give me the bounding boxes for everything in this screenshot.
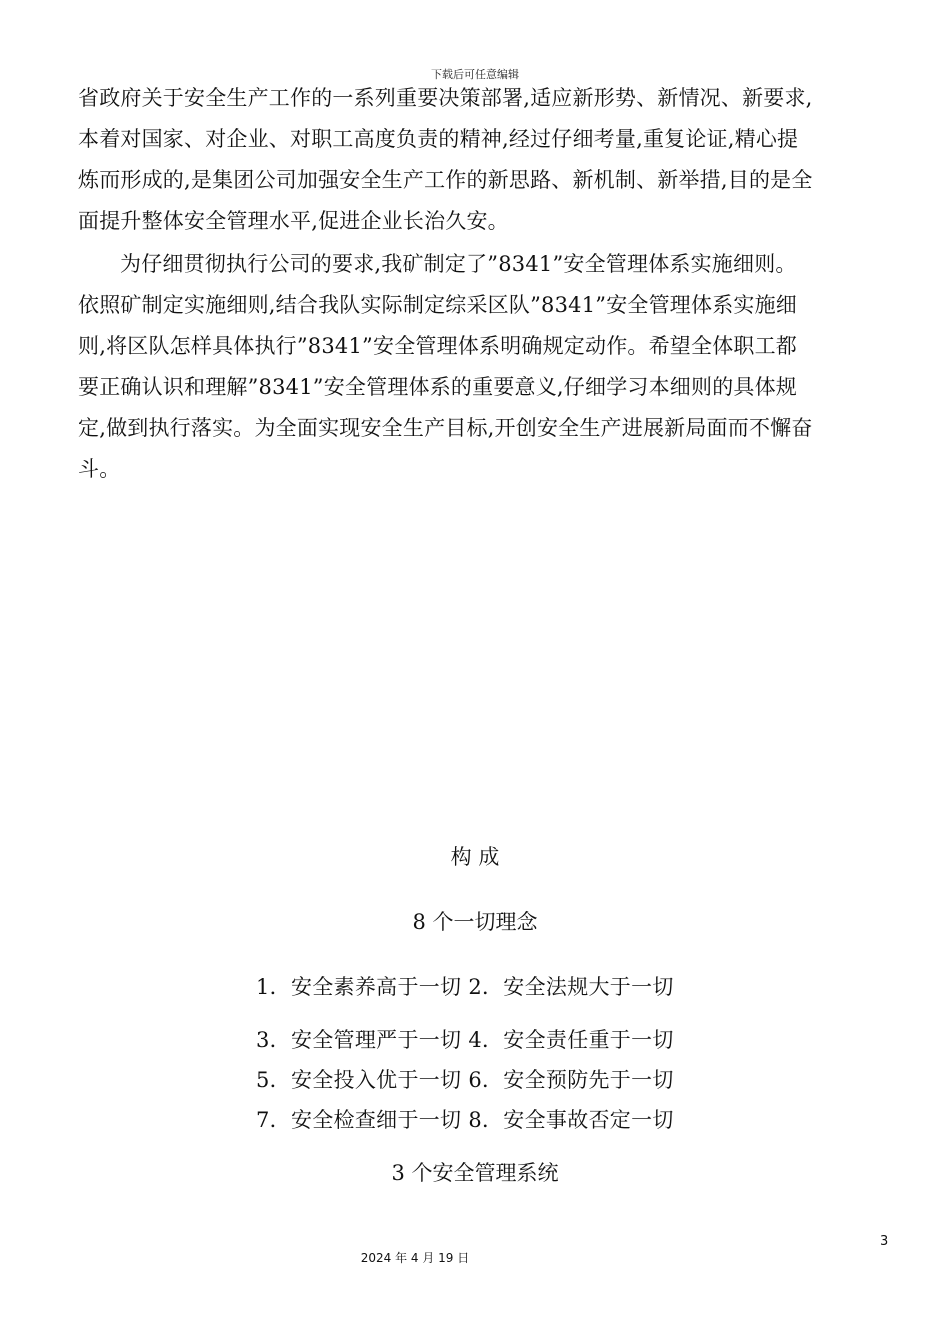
paragraph-line: 要正确认识和理解”8341”安全管理体系的重要意义,仔细学习本细则的具体规 bbox=[78, 375, 797, 399]
paragraph-line: 定,做到执行落实。为全面实现安全生产目标,开创安全生产进展新局面而不懈奋 bbox=[78, 416, 813, 440]
composition-title: 构 成 bbox=[450, 845, 500, 869]
principle-row: 3．安全管理严于一切 4．安全责任重于一切 bbox=[256, 1028, 674, 1052]
body-text bbox=[78, 78, 890, 490]
paragraph-line: 省政府关于安全生产工作的一系列重要决策部署,适应新形势、新情况、新要求, bbox=[78, 86, 813, 110]
principle-row: 7．安全检查细于一切 8．安全事故否定一切 bbox=[256, 1108, 674, 1132]
paragraph-line: 斗。 bbox=[78, 457, 121, 481]
paragraph-line: 炼而形成的,是集团公司加强安全生产工作的新思路、新机制、新举措,目的是全 bbox=[78, 168, 813, 192]
paragraph-line: 则,将区队怎样具体执行”8341”安全管理体系明确规定动作。希望全体职工都 bbox=[78, 334, 797, 358]
paragraph-1 bbox=[78, 78, 890, 242]
section-heading-systems: 3 个安全管理系统 bbox=[391, 1161, 559, 1185]
paragraph-line: 面提升整体安全管理水平,促进企业长治久安。 bbox=[78, 209, 509, 233]
paragraph-line: 本着对国家、对企业、对职工高度负责的精神,经过仔细考量,重复论证,精心提 bbox=[78, 127, 799, 151]
section-heading-ideas: 8 个一切理念 bbox=[412, 910, 538, 934]
paragraph-line: 为仔细贯彻执行公司的要求,我矿制定了”8341”安全管理体系实施细则。 bbox=[120, 252, 797, 276]
principle-row: 1．安全素养高于一切 2．安全法规大于一切 bbox=[256, 975, 674, 999]
page-number: 3 bbox=[880, 1234, 889, 1249]
principle-row: 5．安全投入优于一切 6．安全预防先于一切 bbox=[256, 1068, 674, 1092]
paragraph-line: 依照矿制定实施细则,结合我队实际制定综采区队”8341”安全管理体系实施细 bbox=[78, 293, 797, 317]
footer-date: 2024 年 4 月 19 日 bbox=[360, 1251, 470, 1265]
page-header-note: 下载后可任意编辑 bbox=[431, 68, 519, 81]
paragraph-2 bbox=[78, 244, 890, 490]
